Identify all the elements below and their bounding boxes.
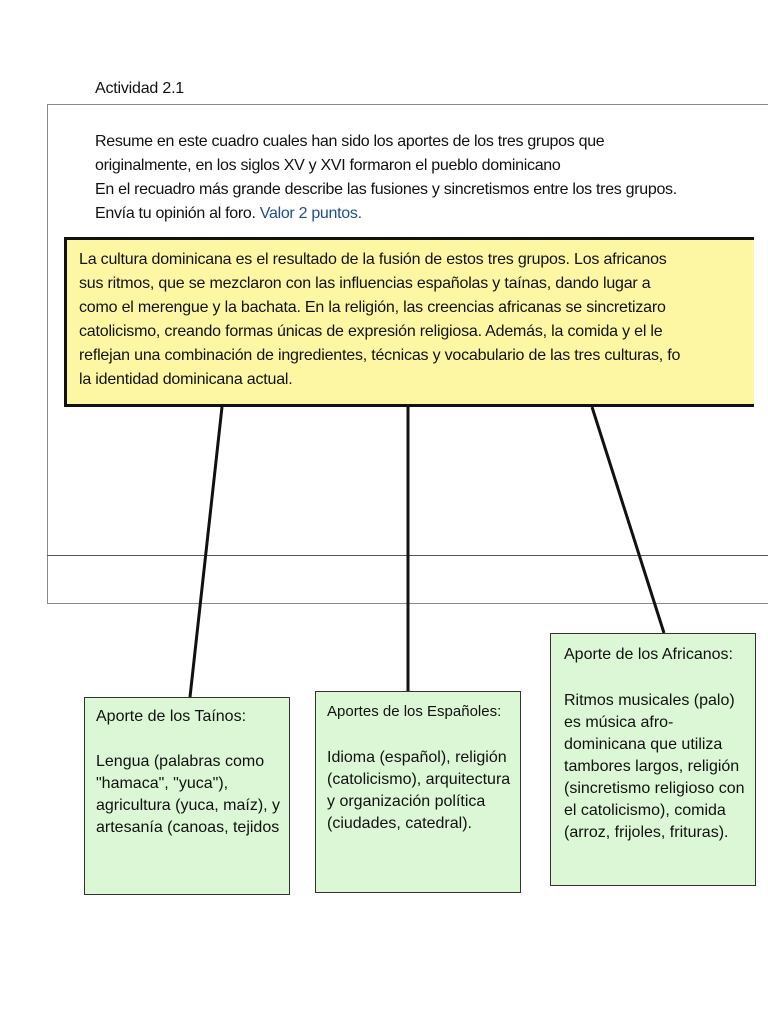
instruction-line: Resume en este cuadro cuales han sido los aportes de los tres grupos que xyxy=(95,133,605,150)
tainos-line: artesanía (canoas, tejidos xyxy=(96,819,280,836)
tainos-line: agricultura (yuca, maíz), y xyxy=(96,797,281,814)
tainos-content xyxy=(96,751,280,839)
espanoles-line: Idioma (español), religión xyxy=(327,749,507,766)
espanoles-line: (ciudades, catedral). xyxy=(327,815,472,832)
instruction-line: En el recuadro más grande describe las fusiones y sincretismos entre los tres grupos. xyxy=(95,181,677,198)
tainos-box[interactable] xyxy=(84,697,290,895)
africanos-line: es música afro- xyxy=(564,714,674,731)
espanoles-content xyxy=(327,747,510,835)
africanos-line: (sincretismo religioso con xyxy=(564,780,745,797)
activity-title: Actividad 2.1 xyxy=(95,80,185,97)
connector-africanos xyxy=(592,407,664,633)
fusion-line: sus ritmos, que se mezclaron con las influencias españolas y taínas, dando lugar a xyxy=(79,275,651,292)
africanos-line: Ritmos musicales (palo) xyxy=(564,692,735,709)
espanoles-box[interactable] xyxy=(315,691,521,893)
africanos-label: Aporte de los Africanos: xyxy=(564,646,733,663)
espanoles-line: (catolicismo), arquitectura xyxy=(327,771,511,788)
africanos-line: tambores largos, religión xyxy=(564,758,740,775)
fusion-line: reflejan una combinación de ingredientes, técnicas y vocabulario de las tres culturas, fo xyxy=(79,347,681,364)
africanos-line: dominicana que utiliza xyxy=(564,736,723,753)
africanos-line: el catolicismo), comida xyxy=(564,802,726,819)
connector-tainos xyxy=(190,407,222,697)
africanos-box[interactable] xyxy=(550,633,756,886)
tainos-label: Aporte de los Taínos: xyxy=(96,708,247,725)
instruction-line: originalmente, en los siglos XV y XVI formaron el pueblo dominicano xyxy=(95,157,561,174)
tainos-line: Lengua (palabras como xyxy=(96,753,265,770)
espanoles-line: y organización política xyxy=(327,793,486,810)
points-value: Valor 2 puntos. xyxy=(259,205,362,222)
fusion-line: la identidad dominicana actual. xyxy=(79,371,293,388)
africanos-line: (arroz, frijoles, frituras). xyxy=(564,824,729,841)
fusion-line: La cultura dominicana es el resultado de la fusión de estos tres grupos. Los africanos xyxy=(79,251,667,268)
forum-instruction: Envía tu opinión al foro. xyxy=(95,205,256,222)
espanoles-label: Aportes de los Españoles: xyxy=(327,703,502,720)
africanos-content xyxy=(564,690,745,844)
tainos-line: "hamaca", "yuca"), xyxy=(96,775,229,792)
fusion-line: catolicismo, creando formas únicas de expresión religiosa. Además, la comida y el le xyxy=(79,323,663,340)
fusion-line: como el merengue y la bachata. En la religión, las creencias africanas se sincretizaro xyxy=(79,299,666,316)
